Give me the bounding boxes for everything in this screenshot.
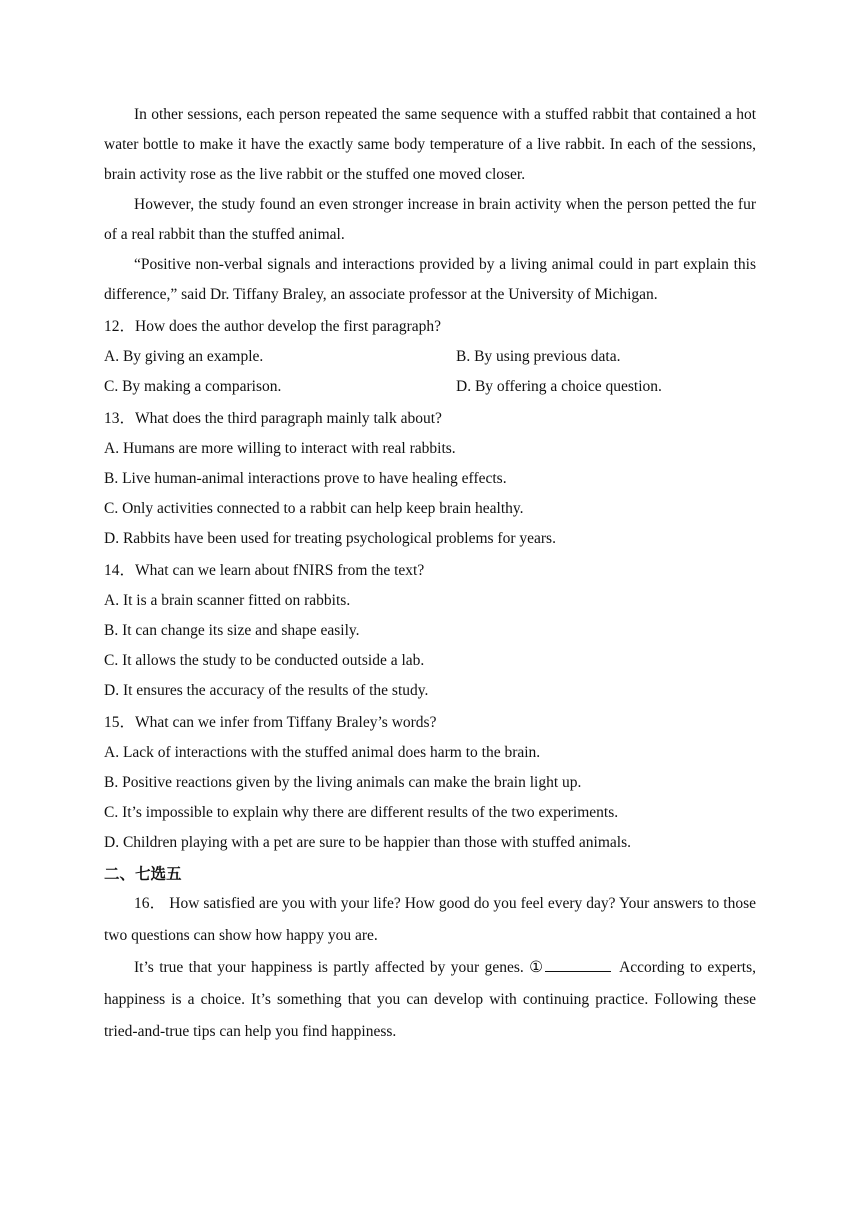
section-heading: 二、七选五 xyxy=(104,865,182,883)
question-13 xyxy=(104,404,756,554)
option-b: B. It can change its size and shape easily. xyxy=(104,622,360,639)
option-c: C. It’s impossible to explain why there are different results of the two experiments. xyxy=(104,804,619,821)
answer-blank-1[interactable] xyxy=(545,957,611,972)
option-d: D. By offering a choice question. xyxy=(456,378,662,395)
option-c: C. Only activities connected to a rabbit can help keep brain healthy. xyxy=(104,500,524,517)
question-14 xyxy=(104,556,756,706)
option-d: D. It ensures the accuracy of the results of the study. xyxy=(104,682,429,699)
passage-paragraph-2: However, the study found an even stronger increase in brain activity when the person petted the fur of a real rabbit than the stuffed animal. xyxy=(104,196,756,243)
question-stem: 15．What can we infer from Tiffany Braley’s words? xyxy=(104,714,437,731)
question-stem: 13．What does the third paragraph mainly talk about? xyxy=(104,410,442,427)
option-a: A. Lack of interactions with the stuffed animal does harm to the brain. xyxy=(104,744,541,761)
section2-paragraph-1: 16． How satisfied are you with your life? How good do you feel every day? Your answers to those two questions can show how happy you are. xyxy=(104,895,756,944)
option-c: C. It allows the study to be conducted outside a lab. xyxy=(104,652,425,669)
paragraph-text-after-blank: According to experts, happiness is a choice. It’s something that you can develop with continuing practice. Following these tried-and-true tips can help you find happiness. xyxy=(104,959,756,1040)
question-stem: 14．What can we learn about fNIRS from the text? xyxy=(104,562,425,579)
option-a: A. By giving an example. xyxy=(104,348,264,365)
option-b: B. Positive reactions given by the living animals can make the brain light up. xyxy=(104,774,582,791)
option-d: D. Children playing with a pet are sure to be happier than those with stuffed animals. xyxy=(104,834,632,851)
option-a: A. It is a brain scanner fitted on rabbits. xyxy=(104,592,351,609)
section2-paragraph-2 xyxy=(104,952,756,1048)
question-12 xyxy=(104,312,756,402)
option-c: C. By making a comparison. xyxy=(104,378,282,395)
document-content xyxy=(104,100,756,1048)
paragraph-text-before-blank: It’s true that your happiness is partly affected by your genes. ① xyxy=(134,959,545,976)
option-a: A. Humans are more willing to interact with real rabbits. xyxy=(104,440,456,457)
passage-paragraph-3: “Positive non-verbal signals and interactions provided by a living animal could in part explain this difference,” said Dr. Tiffany Braley, an associate professor at the University of Michigan. xyxy=(104,256,756,303)
option-b: B. Live human-animal interactions prove to have healing effects. xyxy=(104,470,507,487)
question-stem: 12．How does the author develop the first paragraph? xyxy=(104,318,442,335)
passage-paragraph-1: In other sessions, each person repeated the same sequence with a stuffed rabbit that contained a hot water bottle to make it have the exactly same body temperature of a live rabbit. In each of the sessions, brain activity rose as the live rabbit or the stuffed one moved closer. xyxy=(104,106,756,183)
option-b: B. By using previous data. xyxy=(456,348,621,365)
option-d: D. Rabbits have been used for treating psychological problems for years. xyxy=(104,530,556,547)
question-15 xyxy=(104,708,756,858)
